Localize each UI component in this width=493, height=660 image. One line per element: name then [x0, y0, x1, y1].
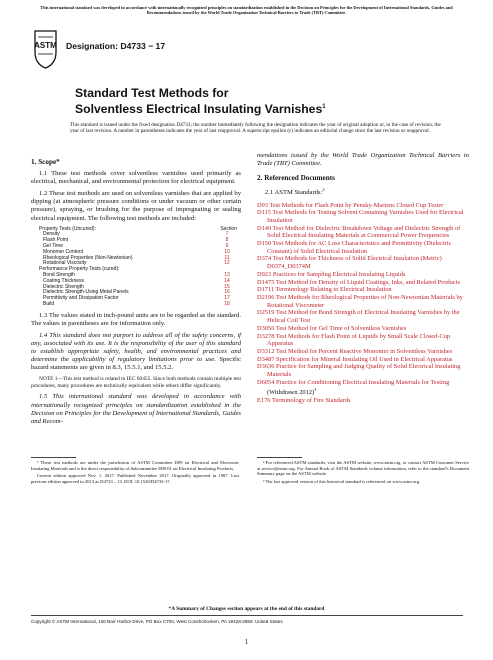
- reference-item: [257, 279, 469, 287]
- test-label: Monomer Content: [43, 248, 84, 255]
- test-section-link[interactable]: 16: [224, 289, 230, 296]
- designation: Designation: D4733 − 17: [66, 41, 166, 51]
- test-row: [39, 302, 237, 308]
- hazard-statement: Specific hazard statements are given in 8.3, 15.5.1, and 15.5.2.: [31, 356, 241, 372]
- reference-title-link[interactable]: Test Methods for Flash Point by Pensky-Martens Closed Cup Tester: [269, 201, 444, 209]
- test-section-link[interactable]: 18: [224, 301, 230, 308]
- scope-para-1-2: 1.2 These test methods are used on solventless varnishes that are applied by dipping (at atmospheric pressure conditions or under vacuum or other certain pressure), spraying, or brushing for the purpose of impregnating or sealing electrical equipment. The following test methods are included:: [31, 190, 241, 222]
- scope-para-1-5: 1.5 This international standard was developed in accordance with internationally recognized principles on standardization established in the Decision on Principles for the Development of International Standards, Guides and Recom-: [31, 393, 241, 425]
- reference-title-link[interactable]: Terminology of Fire Standards: [271, 397, 351, 405]
- footnote-mark-3: 3: [314, 387, 317, 393]
- withdrawn-note: (Withdrawn 2012): [267, 389, 315, 397]
- reference-title-link[interactable]: Terminology Relating to Electrical Insulation: [275, 286, 392, 294]
- reference-item: [257, 356, 469, 364]
- title-line-2: [75, 100, 326, 116]
- reference-item: [257, 333, 469, 348]
- scope-heading: 1. Scope*: [31, 158, 60, 166]
- test-label: Coating Thickness: [43, 277, 85, 284]
- reference-title-link[interactable]: Test Method for Density of Liquid Coatings, Inks, and Related Products: [275, 278, 461, 286]
- reference-code-link[interactable]: D115: [257, 209, 271, 217]
- page-number: 1: [244, 638, 249, 646]
- reference-item: [257, 271, 469, 279]
- reference-code-link[interactable]: D6054: [257, 378, 275, 386]
- reference-code-link[interactable]: D3487: [257, 355, 275, 363]
- test-section-link[interactable]: 9: [225, 243, 229, 250]
- cured-header: Performance Property Tests (cured):: [39, 266, 120, 273]
- test-label: Bond Strength: [43, 272, 75, 279]
- scope-para-1-3: 1.3 The values stated in inch-pound units are to be regarded as the standard. The values in parentheses are for information only.: [31, 311, 241, 327]
- summary-of-changes-note: *A Summary of Changes section appears at the end of this standard: [168, 606, 325, 612]
- reference-title-link[interactable]: Test Method for Bond Strength of Electrical Insulating Varnishes by the Helical Coil Test: [267, 309, 460, 325]
- test-section-link[interactable]: 7: [225, 231, 229, 238]
- footnotes-left: [31, 460, 239, 486]
- reference-title-link[interactable]: Practices for Sampling Electrical Insulating Liquids: [272, 270, 406, 278]
- intro-paragraph: This standard is issued under the fixed designation D4733; the number immediately following the designation indicates the year of original adoption or, in the case of revision, the year of last revision. A number in parentheses indicates the year of last reapproval. A superscript epsilon (ε) indicates an editorial change since the last revision or reapproval.: [70, 122, 441, 135]
- reference-title-link[interactable]: Test Method for Gel Time of Solventless Varnishes: [275, 324, 407, 332]
- safety-text: 1.4 This standard does not purport to address all of the safety concerns, if any, associated with its use. It is the responsibility of the user of this standard to establish appropriate safety, health, and environmental practices and determine the applicability of regulatory limitations prior to use.: [31, 332, 241, 364]
- reference-code-link[interactable]: D2196: [257, 294, 275, 301]
- footnote-mark-2: 2: [322, 187, 325, 193]
- reference-list: [257, 202, 469, 405]
- reference-item: [257, 309, 469, 324]
- footnote-divider-left: [31, 457, 76, 458]
- reference-code-link[interactable]: D150: [257, 240, 272, 248]
- title-line-2-text: Solventless Electrical Insulating Varnishes: [75, 102, 323, 117]
- reference-code-link[interactable]: D923: [257, 270, 272, 278]
- test-section-link[interactable]: 17: [224, 295, 230, 302]
- reference-code-link[interactable]: D1475: [257, 278, 275, 286]
- reference-item: [257, 286, 469, 294]
- astm-standards-label: 2.1 ASTM Standards:: [265, 189, 323, 197]
- astm-logo: [32, 28, 59, 70]
- reference-code-link[interactable]: D93: [257, 201, 269, 209]
- test-label: Density: [43, 231, 60, 238]
- test-label: Dielectric Strength-Using Metal Panels: [43, 289, 129, 296]
- section-col-header: Section: [220, 225, 237, 232]
- test-label: Flash Point: [43, 237, 69, 244]
- reference-item: [257, 348, 469, 356]
- test-label: Build: [43, 301, 55, 308]
- test-method-list: [39, 227, 237, 308]
- scope-para-1-1: 1.1 These test methods cover solventless varnishes used primarily as electrical, mechanical, and environmental protection for electrical equipment.: [31, 170, 241, 186]
- reference-item: [257, 255, 469, 270]
- reference-item: [257, 363, 469, 378]
- reference-title-link[interactable]: Test Method for Percent Reactive Monomer in Solventless Varnishes: [275, 347, 453, 355]
- test-section-link[interactable]: 12: [224, 260, 230, 267]
- reference-title-link[interactable]: Test Methods for Thickness of Solid Electrical Insulation (Metric) D0374_D0374M: [267, 255, 442, 271]
- scope-para-1-4: [31, 332, 241, 372]
- test-section-link[interactable]: 15: [224, 283, 230, 290]
- reference-item: [257, 225, 469, 240]
- test-label: Gel Time: [43, 243, 64, 250]
- reference-code-link[interactable]: D3278: [257, 332, 275, 340]
- footnote-divider-right: [257, 457, 302, 458]
- reference-title-link[interactable]: Test Methods for Flash Point of Liquids by Small Scale Closed-Cup Apparatus: [267, 332, 451, 348]
- document-title: [75, 86, 326, 116]
- reference-item: [257, 202, 469, 210]
- test-section-link[interactable]: 14: [224, 277, 230, 284]
- reference-code-link[interactable]: D149: [257, 224, 272, 232]
- reference-code-link[interactable]: E176: [257, 397, 271, 405]
- uncured-header: Property Tests (Uncured):: [39, 225, 96, 232]
- test-section-link[interactable]: 11: [224, 254, 230, 261]
- test-label: Permittivity and Dissipation Factor: [43, 295, 119, 302]
- footnote-1: ¹ These test methods are under the jurisdiction of ASTM Committee D09 on Electrical and Electronic Insulating Materials and is the direct responsibility of Subcommittee D09.01 on Electrical Insulating Products.: [31, 460, 239, 471]
- reference-title-link[interactable]: Test Methods for Rheological Properties of Non-Newtonian Materials by Rotational Viscometer: [267, 294, 463, 309]
- references-heading: 2. Referenced Documents: [257, 174, 335, 183]
- note-1: NOTE 1—This test method is related to IEC 60455. Since both methods contain multiple test procedures, many procedures are technically equivalent while others differ significantly.: [31, 376, 241, 389]
- footnote-2: ² For referenced ASTM standards, visit the ASTM website, www.astm.org, or contact ASTM Customer Service at service@astm.org. For Annual Book of ASTM Standards volume information, refer to the standard’s Document Summary page on the ASTM website.: [257, 460, 469, 477]
- reference-title-link[interactable]: Specification for Mineral Insulating Oil Used in Electrical Apparatus: [276, 355, 453, 363]
- bottom-divider: [31, 615, 463, 616]
- test-label: Rheological Properties (Non-Newtonian): [43, 254, 133, 261]
- reference-title-link[interactable]: Test Methods for AC Loss Characteristics and Permittivity (Dielectric Constant) of Solid Electrical Insulation: [267, 240, 452, 255]
- reference-code-link[interactable]: D2519: [257, 309, 275, 317]
- svg-text:ASTM: ASTM: [34, 41, 57, 50]
- cured-list: [39, 273, 237, 308]
- reference-item: [257, 294, 469, 309]
- footnotes-right: [257, 460, 469, 486]
- copyright-line: Copyright © ASTM International, 100 Barr Harbor Drive, PO Box C700, West Conshohocken, PA 19428-2959. United States: [31, 619, 283, 624]
- reference-title-link[interactable]: Practice for Sampling and Judging Quality of Solid Electrical Insulating Materials: [267, 363, 461, 379]
- reference-item: [257, 325, 469, 333]
- title-line-1: Standard Test Methods for: [75, 86, 229, 100]
- uncured-list: [39, 232, 237, 267]
- reference-code-link[interactable]: D1711: [257, 286, 275, 294]
- test-section-link[interactable]: 8: [225, 237, 229, 244]
- left-column: [31, 152, 241, 430]
- astm-standards-sub: [257, 186, 469, 197]
- reference-item: [257, 240, 469, 255]
- reference-title-link[interactable]: Practice for Conditioning Electrical Insulating Materials for Testing: [276, 378, 450, 386]
- test-section-link[interactable]: 13: [224, 272, 230, 279]
- test-section-link[interactable]: 10: [224, 248, 230, 255]
- scope-para-1-5-cont: mendations issued by the World Trade Organization Technical Barriers to Trade (TBT) Committee.: [257, 152, 469, 168]
- reference-code-link[interactable]: D374: [257, 255, 272, 263]
- top-notice: This international standard was developed in accordance with internationally recognized principles on standardization established in the Decision on Principles for the Development of International Standards, Guides and Recommendations issued by the World Trade Organization Technical Barriers to Trade (TBT) Committee.: [40, 5, 453, 16]
- test-label: Dielectric Strength: [43, 283, 84, 290]
- reference-item: [257, 397, 469, 405]
- reference-code-link[interactable]: D3312: [257, 347, 275, 355]
- right-column: [257, 152, 469, 405]
- reference-title-link[interactable]: Test Method for Dielectric Breakdown Voltage and Dielectric Strength of Solid Electrical Insulating Materials at Commercial Power Frequencies: [267, 224, 461, 240]
- reference-code-link[interactable]: D3056: [257, 324, 275, 332]
- title-footnote-mark: 1: [322, 104, 326, 110]
- footnote-3: ³ The last approved version of this historical standard is referenced on www.astm.org.: [263, 478, 421, 484]
- footnote-1-edition: Current edition approved Nov. 1, 2017. Published November 2017. Originally approved in 1987. Last previous edition approved in 2013 as D4733 – 13. DOI: 10.1520/D4733-17.: [31, 473, 239, 484]
- reference-title-link[interactable]: Test Methods for Testing Solvent Containing Varnishes Used for Electrical Insulation: [267, 209, 464, 224]
- test-label: Rotational Viscosity: [43, 260, 87, 267]
- reference-code-link[interactable]: D3636: [257, 363, 275, 371]
- reference-item: [257, 209, 469, 224]
- reference-item: [257, 379, 469, 398]
